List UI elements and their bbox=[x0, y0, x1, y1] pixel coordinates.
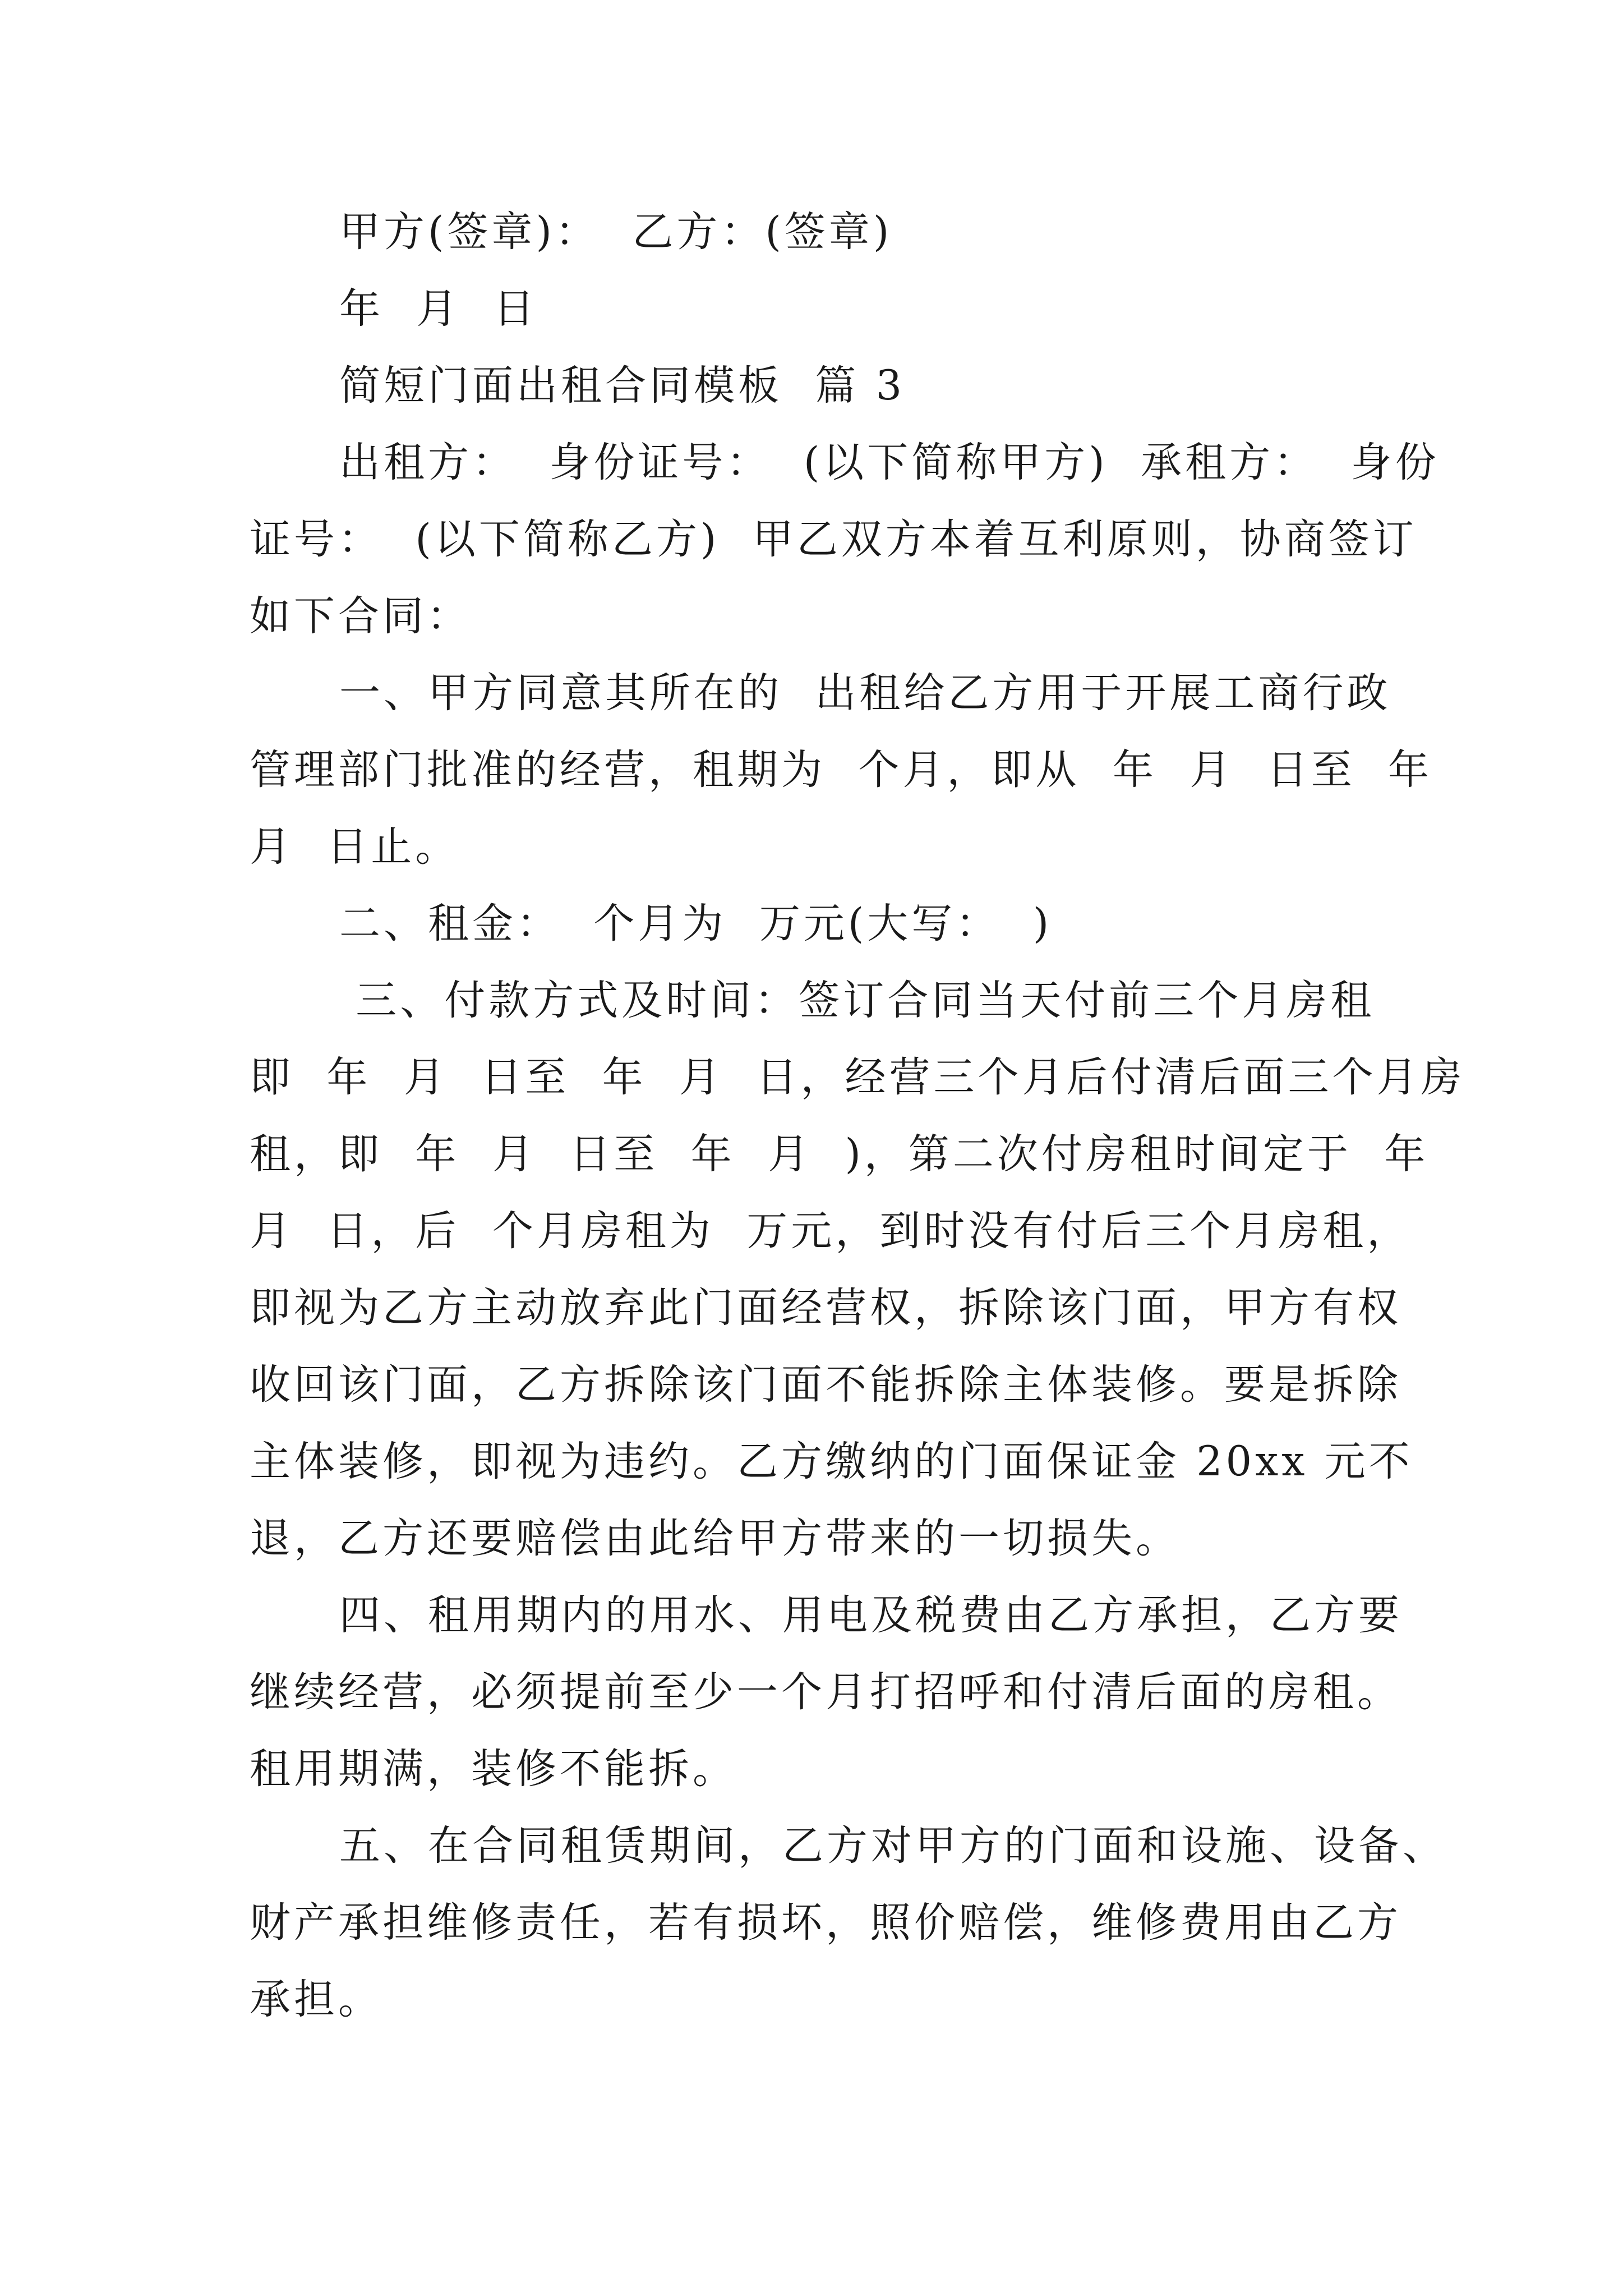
paragraph-line: 承担。 bbox=[250, 1976, 382, 2023]
paragraph-line: 证号： (以下简称乙方) 甲乙双方本着互利原则，协商签订 bbox=[250, 516, 1417, 563]
paragraph-line: 管理部门批准的经营，租期为 个月，即从 年 月 日至 年 bbox=[250, 746, 1433, 794]
paragraph-line: 退，乙方还要赔偿由此给甲方带来的一切损失。 bbox=[250, 1515, 1180, 1562]
clause-2-paragraph bbox=[250, 885, 1388, 962]
paragraph-line: 四、租用期内的用水、用电及税费由乙方承担，乙方要 bbox=[339, 1591, 1403, 1639]
paragraph-line: 租，即 年 月 日至 年 月 )，第二次付房租时间定于 年 bbox=[250, 1130, 1429, 1178]
paragraph-line: 主体装修，即视为违约。乙方缴纳的门面保证金 20xx 元不 bbox=[250, 1438, 1413, 1485]
paragraph-line: 出租方： 身份证号： (以下简称甲方) 承租方： 身份 bbox=[339, 439, 1440, 486]
clause-1-paragraph bbox=[250, 655, 1433, 885]
section-title: 简短门面出租合同模板 篇 3 bbox=[339, 362, 906, 409]
paragraph-line: 即 年 月 日至 年 月 日，经营三个月后付清后面三个月房 bbox=[250, 1053, 1465, 1101]
paragraph-line: 继续经营，必须提前至少一个月打招呼和付清后面的房租。 bbox=[250, 1668, 1401, 1716]
paragraph-line: 一、甲方同意其所在的 出租给乙方用于开展工商行政 bbox=[339, 669, 1391, 717]
parties-paragraph bbox=[250, 424, 1440, 655]
paragraph-line: 三、付款方式及时间：签订合同当天付前三个月房租 bbox=[339, 977, 1375, 1024]
paragraph-line: 五、在合同租赁期间，乙方对甲方的门面和设施、设备、 bbox=[339, 1822, 1447, 1870]
paragraph-line: 月 日止。 bbox=[250, 823, 460, 871]
clause-4-paragraph bbox=[250, 1577, 1403, 1807]
paragraph-line: 财产承担维修责任，若有损坏，照价赔偿，维修费用由乙方 bbox=[250, 1899, 1401, 1947]
date-line: 年 月 日 bbox=[339, 285, 538, 333]
document-body bbox=[250, 194, 1465, 2038]
paragraph-line: 收回该门面，乙方拆除该门面不能拆除主体装修。要是拆除 bbox=[250, 1361, 1401, 1409]
signature-line: 甲方(签章)： 乙方：(签章) bbox=[339, 208, 893, 256]
clause-3-paragraph bbox=[250, 962, 1465, 1577]
paragraph-line: 即视为乙方主动放弃此门面经营权，拆除该门面，甲方有权 bbox=[250, 1284, 1401, 1332]
paragraph-line: 月 日，后 个月房租为 万元，到时没有付后三个月房租， bbox=[250, 1207, 1412, 1255]
paragraph-line: 如下合同： bbox=[250, 592, 471, 640]
clause-5-paragraph bbox=[250, 1807, 1447, 2038]
paragraph-line: 二、租金： 个月为 万元(大写： ) bbox=[339, 900, 1053, 947]
paragraph-line: 租用期满，装修不能拆。 bbox=[250, 1745, 737, 1793]
